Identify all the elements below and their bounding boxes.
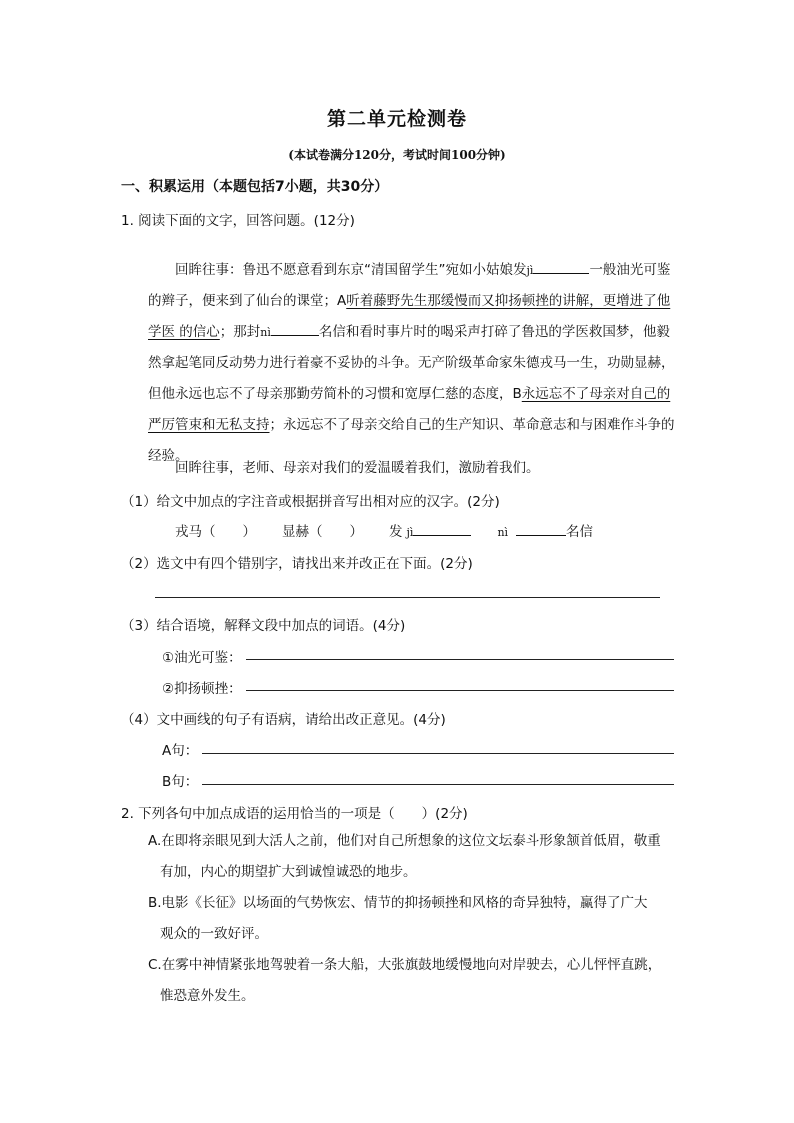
- blank-fa-ji[interactable]: [413, 521, 471, 536]
- underlined-sentence-a: 听着藤野先生那缓慢而又抑扬顿挫的讲解，更增进了他学医 的信心: [148, 293, 671, 340]
- item-fa-label: 发: [389, 524, 403, 540]
- answer-line-2[interactable]: [155, 597, 660, 598]
- item-yiyangdunchuo: ②抑扬顿挫：: [162, 681, 242, 697]
- option-a[interactable]: [148, 826, 678, 888]
- option-b[interactable]: [148, 888, 678, 950]
- question-1-passage: [148, 255, 676, 472]
- subquestion-1-heading: （1）给文中加点的字注音或根据拼音写出相对应的汉字。(2分): [121, 494, 500, 510]
- question-2-heading: 2. 下列各句中加点成语的运用恰当的一项是（ ）(2分): [121, 806, 468, 822]
- pinyin-ni: nì: [260, 326, 271, 339]
- item-sentence-a: A句：: [162, 743, 199, 759]
- option-b-line-1: B.电影《长征》以场面的气势恢宏、情节的抑扬顿挫和风格的奇异独特，赢得了广大: [148, 895, 648, 911]
- pinyin-ni-2: nì: [497, 526, 509, 539]
- option-a-line-2: 有加，内心的期望扩大到诚惶诚恐的地步。: [160, 864, 417, 880]
- answer-line-4-b[interactable]: [202, 784, 674, 785]
- subquestion-1-row: [175, 520, 593, 540]
- question-1-passage-closing: 回眸往事，老师、母亲对我们的爱温暖着我们，激励着我们。: [175, 460, 540, 476]
- option-a-line-1: A.在即将亲眼见到大活人之前，他们对自己所想象的这位文坛泰斗形象颔首低眉，敬重: [148, 833, 661, 849]
- item-xianhe: 显赫（ ）: [282, 524, 363, 540]
- option-b-line-2: 观众的一致好评。: [160, 926, 268, 942]
- question-1-heading: 1. 阅读下面的文字，回答问题。(12分): [121, 213, 355, 229]
- item-rongma: 戎马（ ）: [175, 524, 256, 540]
- underlined-sentence-b: 永远忘不了母亲对自己的严厉管束和无私支持: [148, 386, 671, 433]
- subquestion-4-heading: （4）文中画线的句子有语病，请给出改正意见。(4分): [121, 712, 446, 728]
- option-c-line-1: C.在雾中神情紧张地驾驶着一条大船，大张旗鼓地缓慢地向对岸驶去，心儿怦怦直跳，: [148, 957, 662, 973]
- item-mingxin-label: 名信: [566, 524, 594, 540]
- section-heading: 一、积累运用（本题包括7小题，共30分）: [121, 179, 389, 195]
- item-youguangkejian: ①油光可鉴：: [162, 650, 242, 666]
- exam-title: 第二单元检测卷: [326, 108, 467, 130]
- answer-line-3-2[interactable]: [246, 690, 674, 691]
- option-c-line-2: 惟恐意外发生。: [160, 988, 255, 1004]
- passage-text: 回眸往事：鲁迅不愿意看到东京“清国留学生”宛如小姑娘发: [175, 262, 527, 278]
- item-sentence-b: B句：: [162, 774, 199, 790]
- passage-text: ；那封: [219, 324, 261, 340]
- blank-ni-ming[interactable]: [516, 521, 566, 536]
- exam-subtitle: (本试卷满分120分，考试时间100分钟): [288, 148, 506, 162]
- pinyin-ji-2: jì: [406, 526, 414, 539]
- option-c[interactable]: [148, 950, 678, 1012]
- answer-line-3-1[interactable]: [246, 659, 674, 660]
- pinyin-ji: jì: [526, 264, 534, 277]
- answer-line-4-a[interactable]: [202, 753, 674, 754]
- subquestion-2-heading: （2）选文中有四个错别字，请找出来并改正在下面。(2分): [121, 556, 473, 572]
- passage-text: 名信和看时事片时的喝采声打碎了鲁迅的学医救国梦，他毅然拿起笔同反动势力进行着豪不妥协的斗争。无产阶级革命家朱德戎马一生，功勋显赫，但他永远也忘不了母亲那勤劳简朴的习惯和宽厚仁慈的态度，B: [148, 324, 675, 402]
- subquestion-3-heading: （3）结合语境，解释文段中加点的词语。(4分): [121, 618, 406, 634]
- blank-ji[interactable]: [533, 259, 589, 274]
- passage-text: 一般油光可鉴的辫子，便来到了仙台的课堂；A: [148, 262, 671, 309]
- passage-text: ；永远忘不了母亲交给自己的生产知识、革命意志和与困难作斗争的经验。: [148, 417, 675, 464]
- blank-ni[interactable]: [271, 321, 319, 336]
